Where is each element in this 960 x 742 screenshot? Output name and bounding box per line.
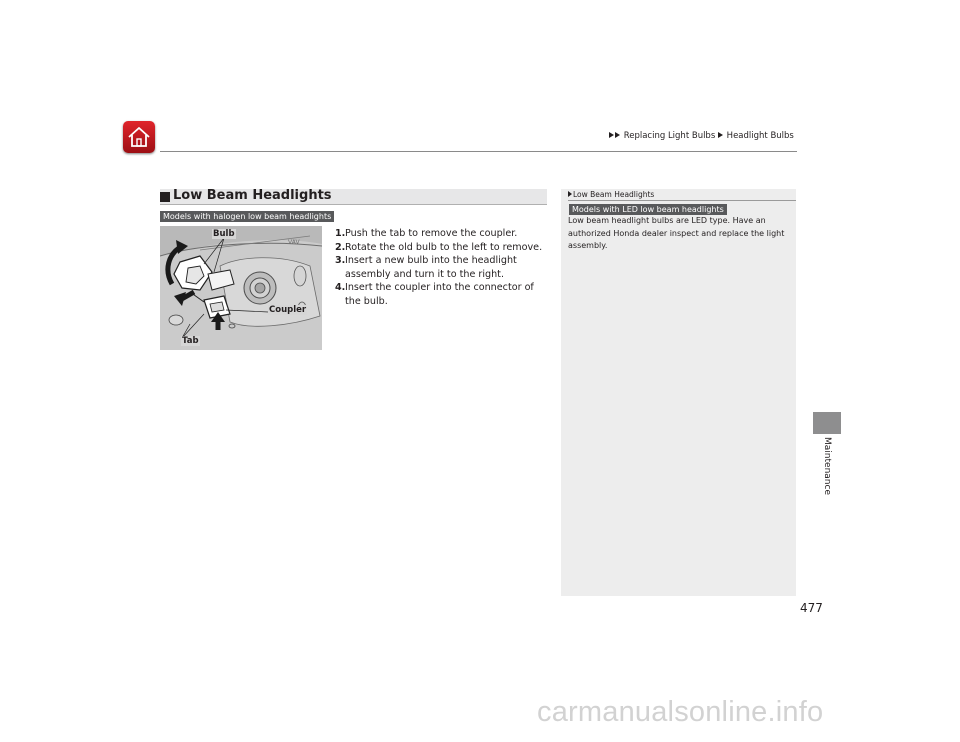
side-note-body: Low beam headlight bulbs are LED type. Have an authorized Honda dealer inspect and replace the light assembly. bbox=[568, 216, 785, 250]
step-item bbox=[335, 254, 550, 281]
svg-text:VAV: VAV bbox=[288, 239, 300, 246]
figure-label-tab: Tab bbox=[182, 336, 199, 346]
breadcrumb-arrow-icon bbox=[718, 132, 723, 138]
step-text: Insert a new bulb into the headlight assembly and turn it to the right. bbox=[345, 255, 517, 280]
breadcrumb-link-replacing-light-bulbs[interactable]: Replacing Light Bulbs bbox=[623, 131, 716, 141]
halogen-model-tag: Models with halogen low beam headlights bbox=[160, 211, 334, 222]
chapter-tab-marker[interactable] bbox=[813, 412, 841, 434]
side-note-reference-text: Low Beam Headlights bbox=[573, 190, 655, 199]
step-text: Push the tab to remove the coupler. bbox=[345, 228, 518, 239]
procedure-steps bbox=[335, 227, 550, 308]
watermark: carmanualsonline.info bbox=[537, 696, 824, 728]
breadcrumb-arrow-icon bbox=[609, 132, 614, 138]
header-divider bbox=[160, 151, 797, 152]
side-note-reference bbox=[568, 190, 654, 199]
section-title: Low Beam Headlights bbox=[173, 188, 332, 203]
page-number: 477 bbox=[800, 601, 823, 615]
led-model-tag: Models with LED low beam headlights bbox=[569, 204, 727, 215]
section-header bbox=[160, 189, 547, 205]
breadcrumb-current-headlight-bulbs: Headlight Bulbs bbox=[726, 131, 794, 141]
reference-arrow-icon bbox=[568, 191, 572, 197]
figure-label-coupler: Coupler bbox=[269, 305, 307, 315]
breadcrumb bbox=[609, 131, 794, 141]
step-number: 1. bbox=[335, 228, 346, 239]
home-icon bbox=[126, 125, 152, 149]
step-number: 3. bbox=[335, 255, 346, 266]
step-item bbox=[335, 227, 550, 241]
step-number: 2. bbox=[335, 241, 346, 253]
section-square-icon bbox=[160, 192, 170, 202]
side-note-divider bbox=[568, 200, 796, 201]
breadcrumb-arrow-icon bbox=[615, 132, 620, 138]
chapter-tab-label[interactable]: Maintenance bbox=[822, 437, 832, 495]
side-note-panel bbox=[561, 189, 796, 596]
step-text: Rotate the old bulb to the left to remove. bbox=[345, 241, 543, 253]
step-item bbox=[335, 241, 550, 255]
headlight-diagram-icon bbox=[160, 226, 322, 350]
home-button[interactable] bbox=[123, 121, 155, 153]
figure-label-bulb: Bulb bbox=[213, 229, 235, 239]
step-item bbox=[335, 281, 550, 308]
step-number: 4. bbox=[335, 282, 346, 293]
headlight-illustration bbox=[160, 226, 322, 350]
step-text: Insert the coupler into the connector of the bulb. bbox=[345, 282, 534, 307]
